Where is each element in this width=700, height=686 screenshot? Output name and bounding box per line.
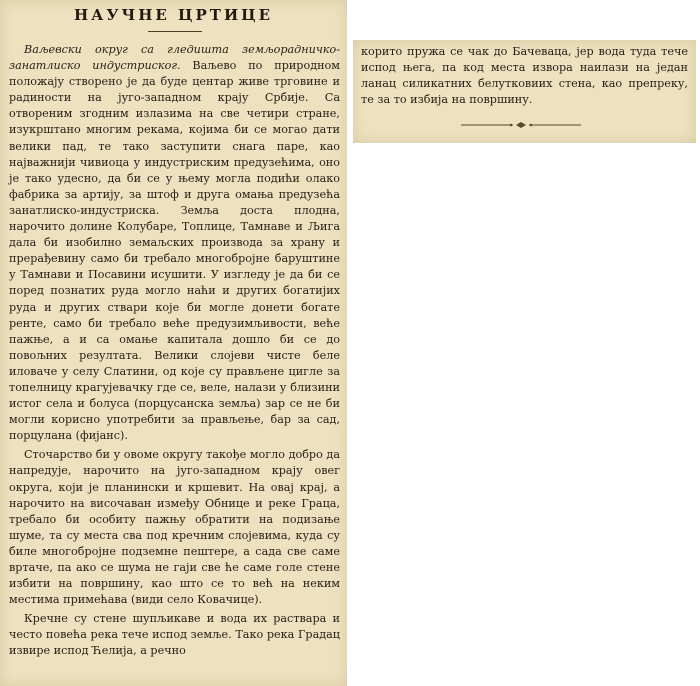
paragraph-1-body: Ваљево по природном положају створено је да буде центар живе трговине и радиности на југо-западном крају Србије. Са отвореним згодним излазима на све четири стране, изукрштано многим рекама, којима би се могао дати велики пад, те тако заступити снага паре, као најважнији чивиоца у индустриским предузећима, оно је тако удесно, да би се у њему могла подићи олако фабрика за артију, за штоф и друга омања предузећа занатлиско-индустриска. Земља доста плодна, нарочито долине Колубаре, Топлице, Тамнаве и Љига дала би изобилно земаљских производа за храну и прерађевину само би требало многобројне баруштине у Тамнави и Посавини исушити. У изгледу је да би се поред познатих руда могло наћи и других богатијих руда и других ствари које би могле донети богате ренте, само би требало веће предузимљивости, веће пажње, а и са омање капитала дошло би се до повољних резултата. Велики слојеви чисте беле иловаче у селу Слатини, од које су прављене цигле за топелницу крагујевачку где се, веле, налази у близини истог села и болуса (порцусанска земља) зар се не би могли корисно употребити за прављење, бар за сад, порцулана (фиjанс).: [9, 59, 340, 443]
right-column-text: [361, 44, 688, 108]
right-column: [353, 40, 696, 143]
paragraph-continued: корито пружа се чак до Бачеваца, јер вода туда тече испод њега, па код места извора наилази на један ланац силикатних белутковиих стена, као препреку, те за то избија на површину.: [361, 45, 688, 107]
paragraph-3: Кречне су стене шупљикаве и вода их раствара и често повећа река тече испод земље. Тако река Градац извире испод Ћелија, а речно: [9, 612, 340, 658]
heading-rule: [148, 31, 202, 32]
paragraph-1-title: Ваљевски округ са гледишта земљорадничко-занатлиско индустриског.: [9, 43, 340, 73]
section-heading: НАУЧНЕ ЦРТИЦЕ: [73, 6, 274, 24]
paragraph-2: Сточарство би у овоме округу такође могло добро да напредује, нарочито на југо-западном крају овег округа, који је планински и кршевит. На овај крај, а нарочито на височаван између Обнице и реке Граца, требало би особиту пажњу обратити на подизање шуме, та су места сва под кречним слојевима, куда су биле многобројне подземне пештере, а сада све саме вртаче, па ако се шума не гаји све ће саме голе стене избити на површину, као што се то већ на неким местима примећава (види село Ковачице).: [9, 448, 340, 607]
end-ornament: [461, 120, 581, 130]
left-column-text: [9, 42, 340, 663]
left-column: [0, 0, 347, 686]
paragraph-1: [9, 42, 340, 444]
